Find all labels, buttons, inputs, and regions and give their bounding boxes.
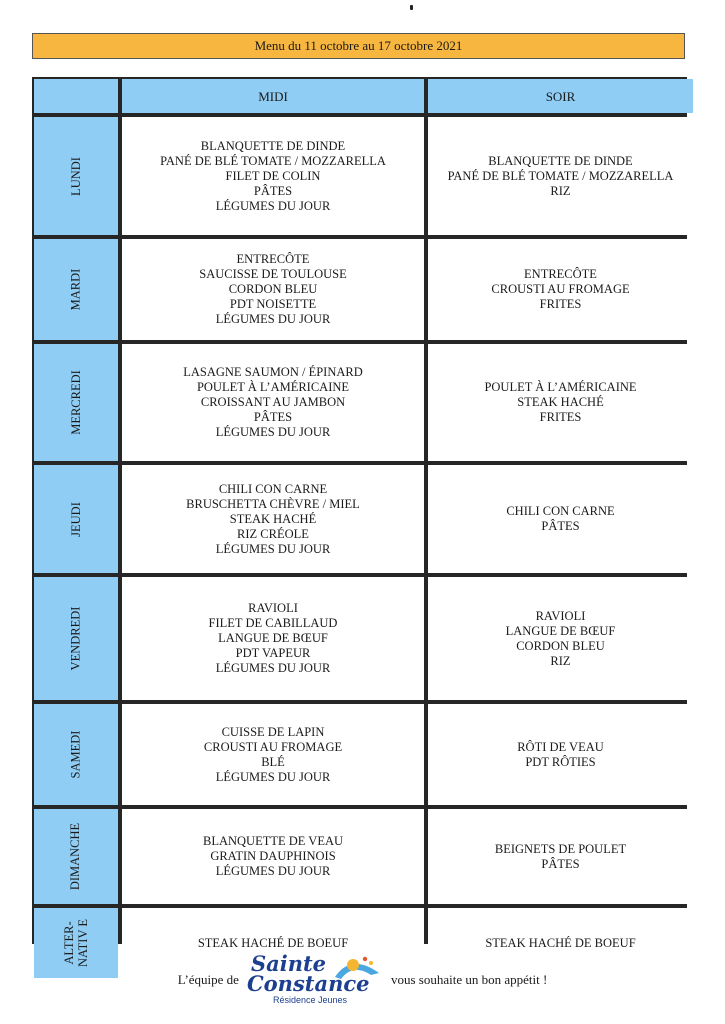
- dish-item: FILET DE COLIN: [225, 168, 321, 183]
- soir-dish-list: [491, 267, 629, 312]
- dish-item: PÂTES: [541, 856, 580, 871]
- column-header-soir: SOIR: [428, 79, 693, 113]
- dish-item: BEIGNETS DE POULET: [494, 841, 627, 856]
- dish-item: CORDON BLEU: [516, 638, 605, 653]
- dish-item: CORDON BLEU: [228, 282, 318, 296]
- day-label-cell: [34, 117, 118, 235]
- soir-dish-list: [484, 380, 636, 425]
- dish-item: POULET À L’AMÉRICAINE: [196, 380, 350, 394]
- dish-item: CUISSE DE LAPIN: [221, 724, 325, 739]
- dish-item: LANGUE DE BŒUF: [505, 623, 616, 638]
- day-label: MARDI: [68, 268, 83, 311]
- soir-dish-list: [495, 842, 626, 872]
- day-label: MERCREDI: [68, 370, 83, 435]
- soir-dishes-cell: [428, 577, 693, 700]
- dish-item: GRATIN DAUPHINOIS: [210, 849, 336, 863]
- dish-item: RIZ: [550, 183, 571, 198]
- dish-item: ENTRECÔTE: [524, 267, 597, 281]
- menu-title: Menu du 11 octobre au 17 octobre 2021: [254, 38, 463, 53]
- column-header-midi: MIDI: [122, 79, 424, 113]
- dish-item: STEAK HACHÉ: [517, 395, 604, 409]
- menu-title-bar: [32, 33, 685, 59]
- dish-item: STEAK HACHÉ DE BOEUF: [485, 935, 636, 950]
- dish-item: BLANQUETTE DE DINDE: [488, 153, 633, 168]
- day-label-cell: [34, 704, 118, 805]
- soir-dishes-cell: [428, 239, 693, 340]
- midi-dishes-cell: [122, 239, 424, 340]
- midi-dishes-cell: [122, 809, 424, 904]
- day-label-cell: [34, 465, 118, 573]
- dish-item: CHILI CON CARNE: [218, 481, 328, 496]
- soir-dishes-cell: [428, 465, 693, 573]
- dish-item: CROUSTI AU FROMAGE: [491, 282, 630, 296]
- dish-item: PDT NOISETTE: [229, 297, 317, 311]
- dish-item: PÂTES: [541, 519, 580, 533]
- dish-item: RAVIOLI: [248, 601, 298, 615]
- midi-dish-list: [203, 834, 343, 879]
- day-label: LUNDI: [68, 156, 83, 196]
- midi-dish-list: [183, 365, 363, 440]
- dish-item: FRITES: [539, 410, 582, 424]
- dish-item: LASAGNE SAUMON / ÉPINARD: [183, 365, 363, 379]
- dish-item: PÂTES: [253, 183, 293, 198]
- midi-dishes-cell: [122, 344, 424, 461]
- soir-dishes-cell: [428, 117, 693, 235]
- dish-item: PANÉ DE BLÉ TOMATE / MOZZARELLA: [160, 153, 386, 168]
- dish-item: CHILI CON CARNE: [506, 504, 615, 518]
- day-label: JEUDI: [68, 501, 83, 537]
- midi-dishes-cell: [122, 117, 424, 235]
- soir-dishes-cell: [428, 344, 693, 461]
- dish-item: RÔTI DE VEAU: [517, 739, 604, 754]
- soir-dish-list: [448, 154, 674, 199]
- dish-item: LÉGUMES DU JOUR: [215, 198, 331, 213]
- logo-sun-wave-icon: [331, 951, 383, 985]
- footer-text-after: vous souhaite un bon appétit !: [390, 972, 548, 987]
- dish-item: BLANQUETTE DE VEAU: [202, 834, 344, 848]
- dish-item: STEAK HACHÉ DE BOEUF: [197, 935, 349, 950]
- dish-item: LANGUE DE BŒUF: [218, 631, 328, 645]
- scan-speck: [410, 5, 413, 10]
- dish-item: FILET DE CABILLAUD: [208, 616, 338, 630]
- logo-line-1: Sainte: [250, 951, 327, 976]
- midi-dish-list: [209, 601, 338, 676]
- dish-item: LÉGUMES DU JOUR: [215, 769, 331, 784]
- day-label: ALTER-NATIV E: [62, 918, 90, 968]
- dish-item: BLÉ: [261, 754, 285, 769]
- sainte-constance-logo: [245, 951, 385, 1009]
- midi-dish-list: [204, 725, 342, 785]
- day-label: VENDREDI: [68, 606, 83, 671]
- footer: [0, 950, 725, 1010]
- footer-text-before: L’équipe de: [177, 972, 239, 987]
- dish-item: PDT RÔTIES: [525, 754, 596, 769]
- day-label-cell: [34, 344, 118, 461]
- dish-item: RIZ CRÉOLE: [237, 526, 309, 541]
- dish-item: ENTRECÔTE: [236, 252, 310, 266]
- dish-item: STEAK HACHÉ: [229, 511, 317, 526]
- dish-item: PANÉ DE BLÉ TOMATE / MOZZARELLA: [447, 168, 674, 183]
- dish-item: POULET À L’AMÉRICAINE: [484, 380, 637, 394]
- dish-item: CROUSTI AU FROMAGE: [203, 739, 343, 754]
- midi-dishes-cell: [122, 577, 424, 700]
- dish-item: SAUCISSE DE TOULOUSE: [199, 267, 347, 281]
- dish-item: RAVIOLI: [535, 608, 586, 623]
- dish-item: LÉGUMES DU JOUR: [215, 661, 331, 675]
- logo-tagline: Résidence Jeunes: [272, 995, 348, 1005]
- midi-dishes-cell: [122, 465, 424, 573]
- dish-item: RIZ: [550, 653, 571, 668]
- corner-cell: [34, 79, 118, 113]
- soir-dish-list: [517, 740, 604, 770]
- day-label: DIMANCHE: [68, 822, 83, 891]
- soir-dish-list: [506, 504, 614, 534]
- dish-item: LÉGUMES DU JOUR: [215, 864, 331, 878]
- soir-dish-list: [506, 609, 616, 669]
- day-label: SAMEDI: [68, 730, 83, 779]
- midi-dish-list: [186, 482, 360, 557]
- soir-dishes-cell: [428, 809, 693, 904]
- dish-item: PÂTES: [253, 410, 293, 424]
- day-label-cell: [34, 809, 118, 904]
- day-label-cell: [34, 239, 118, 340]
- day-label-cell: [34, 577, 118, 700]
- midi-dish-list: [160, 139, 386, 214]
- dish-item: BRUSCHETTA CHÈVRE / MIEL: [186, 496, 360, 511]
- dish-item: FRITES: [539, 297, 582, 311]
- dish-item: BLANQUETTE DE DINDE: [200, 138, 346, 153]
- logo-line-2: Constance: [246, 971, 370, 996]
- dish-item: LÉGUMES DU JOUR: [215, 541, 331, 556]
- dish-item: CROISSANT AU JAMBON: [200, 395, 346, 409]
- dish-item: LÉGUMES DU JOUR: [215, 312, 331, 326]
- midi-dish-list: [199, 252, 346, 327]
- soir-dishes-cell: [428, 704, 693, 805]
- dish-item: LÉGUMES DU JOUR: [215, 425, 331, 439]
- midi-dishes-cell: [122, 704, 424, 805]
- dish-item: PDT VAPEUR: [235, 646, 311, 660]
